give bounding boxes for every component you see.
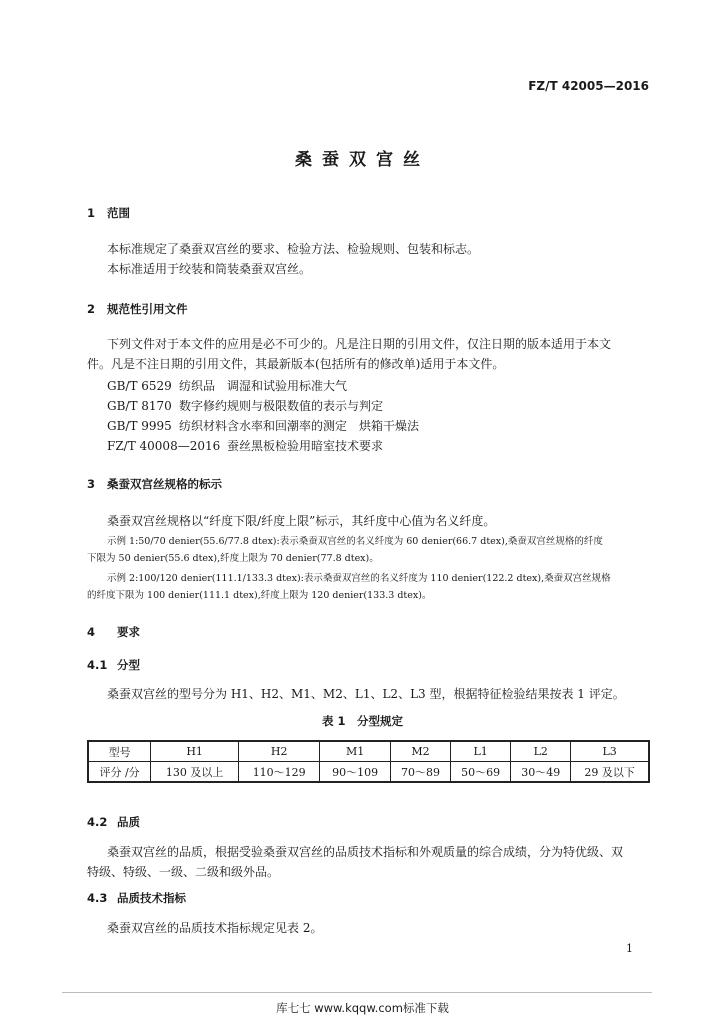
standard-number: FZ/T 42005—2016 xyxy=(528,79,649,93)
example-1-line-1: 示例 1:50/70 denier(55.6/77.8 dtex):表示桑蚕双宫丝的名义纤度为 60 denier(66.7 dtex),桑蚕双宫丝规格的纤度 xyxy=(107,536,603,547)
section-4-1-paragraph: 桑蚕双宫丝的型号分为 H1、H2、M1、M2、L1、L2、L3 型，根据特征检验结果按表 1 评定。 xyxy=(107,687,625,701)
table-cell: H1 xyxy=(151,741,239,762)
section-1-heading: 1 范围 xyxy=(87,206,130,220)
section-4-2-heading: 4.2 品质 xyxy=(87,815,140,829)
section-2-heading: 2 规范性引用文件 xyxy=(87,302,188,316)
section-4-3-heading: 4.3 品质技术指标 xyxy=(87,891,186,905)
section-1-paragraph-1: 本标准规定了桑蚕双宫丝的要求、检验方法、检验规则、包装和标志。 xyxy=(107,242,480,256)
page-number: 1 xyxy=(626,942,633,955)
section-3-paragraph: 桑蚕双宫丝规格以“纤度下限/纤度上限”标示，其纤度中心值为名义纤度。 xyxy=(107,514,496,528)
table-row xyxy=(88,762,649,783)
section-4-2-line-2: 特级、特级、一级、二级和级外品。 xyxy=(87,865,280,879)
section-4-3-paragraph: 桑蚕双宫丝的品质技术指标规定见表 2。 xyxy=(107,921,323,935)
section-4-2-line-1: 桑蚕双宫丝的品质，根据受验桑蚕双宫丝的品质技术指标和外观质量的综合成绩，分为特优级、双 xyxy=(107,845,624,859)
example-2-line-2: 的纤度下限为 100 denier(111.1 dtex),纤度上限为 120 denier(133.3 dtex)。 xyxy=(87,590,432,601)
table-cell: L2 xyxy=(511,741,571,762)
table-header-row xyxy=(88,741,649,762)
table-cell: 型号 xyxy=(88,741,151,762)
reference-item: GB/T 8170 数字修约规则与极限数值的表示与判定 xyxy=(107,399,384,413)
table-cell: M2 xyxy=(390,741,450,762)
table-cell: L1 xyxy=(451,741,511,762)
section-2-intro-line-1: 下列文件对于本文件的应用是必不可少的。凡是注日期的引用文件，仅注日期的版本适用于本文 xyxy=(107,337,612,351)
section-4-1-heading: 4.1 分型 xyxy=(87,658,140,672)
table-cell: 30～49 xyxy=(511,762,571,783)
section-1-paragraph-2: 本标准适用于绞装和筒装桑蚕双宫丝。 xyxy=(107,262,312,276)
reference-item: GB/T 6529 纺织品 调湿和试验用标准大气 xyxy=(107,379,348,393)
footer-watermark: 库七七 www.kqqw.com标准下载 xyxy=(276,1001,449,1015)
example-1-line-2: 下限为 50 denier(55.6 dtex),纤度上限为 70 denier(77.8 dtex)。 xyxy=(87,553,379,564)
table-cell: 29 及以下 xyxy=(571,762,649,783)
table-cell: 评分 /分 xyxy=(88,762,151,783)
table-cell: 130 及以上 xyxy=(151,762,239,783)
reference-item: GB/T 9995 纺织材料含水率和回潮率的测定 烘箱干燥法 xyxy=(107,419,420,433)
table-1 xyxy=(87,740,650,783)
table-1-caption: 表 1 分型规定 xyxy=(321,714,403,728)
section-2-intro-line-2: 件。凡是不注日期的引用文件，其最新版本(包括所有的修改单)适用于本文件。 xyxy=(87,357,505,371)
table-cell: 70～89 xyxy=(390,762,450,783)
table-cell: 90～109 xyxy=(320,762,391,783)
table-cell: 110～129 xyxy=(239,762,320,783)
table-cell: 50～69 xyxy=(451,762,511,783)
table-cell: M1 xyxy=(320,741,391,762)
document-title: 桑蚕双宫丝 xyxy=(295,150,430,170)
example-2-line-1: 示例 2:100/120 denier(111.1/133.3 dtex):表示桑蚕双宫丝的名义纤度为 110 denier(122.2 dtex),桑蚕双宫丝规格 xyxy=(107,573,611,584)
section-4-heading: 4 要求 xyxy=(87,625,140,639)
footer-divider xyxy=(62,992,652,993)
reference-item: FZ/T 40008—2016 蚕丝黑板检验用暗室技术要求 xyxy=(107,439,384,453)
table-cell: L3 xyxy=(571,741,649,762)
table-cell: H2 xyxy=(239,741,320,762)
section-3-heading: 3 桑蚕双宫丝规格的标示 xyxy=(87,477,222,491)
